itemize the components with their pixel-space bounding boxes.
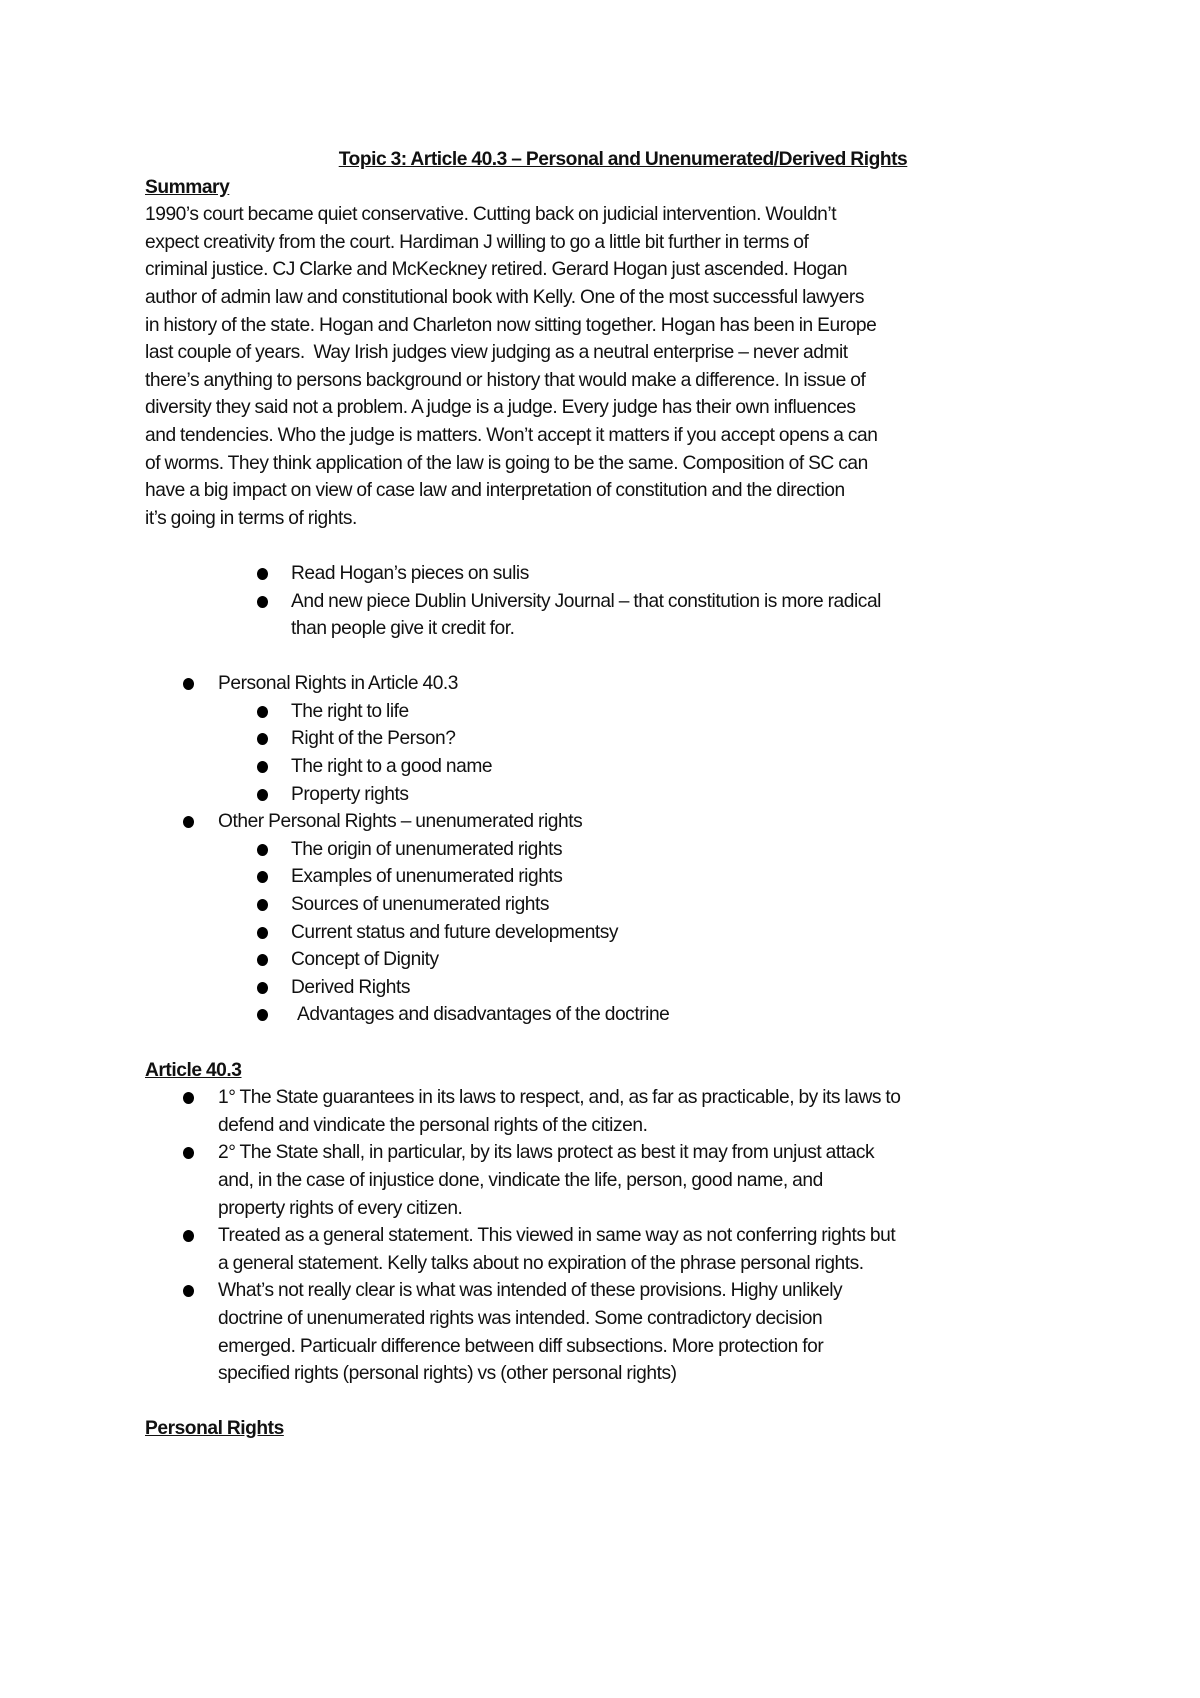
summary-line: it’s going in terms of rights. [145, 507, 357, 529]
bullet-icon [257, 954, 268, 966]
bullet-icon [257, 871, 268, 883]
bullet-icon [183, 1230, 194, 1242]
outline-subitem-label: Concept of Dignity [291, 949, 439, 971]
article-points-list [145, 1084, 1065, 1388]
outline-subitem [145, 863, 1065, 891]
outline-subitem-label: Derived Rights [291, 976, 411, 998]
personal-rights-heading: Personal Rights [145, 1418, 284, 1440]
bullet-icon [257, 761, 268, 773]
summary-line: last couple of years. Way Irish judges view judging as a neutral enterprise – never admit [145, 342, 848, 364]
outline-subitem-label: Examples of unenumerated rights [291, 866, 563, 888]
outline-subitem [145, 1001, 1065, 1029]
outline-subitem-label: Advantages and disadvantages of the doctrine [297, 1004, 670, 1026]
reading-notes-list [145, 560, 1065, 643]
bullet-icon [183, 678, 194, 690]
summary-line: in history of the state. Hogan and Charleton now sitting together. Hogan has been in Europe [145, 314, 877, 336]
list-item-text: And new piece Dublin University Journal – that constitution is more radical [291, 590, 881, 612]
article-point [145, 1277, 1065, 1387]
summary-line: and tendencies. Who the judge is matters. Won’t accept it matters if you accept opens a can [145, 424, 878, 446]
bullet-icon [257, 844, 268, 856]
outline-subitem-label: The right to a good name [291, 756, 493, 778]
summary-line: diversity they said not a problem. A judge is a judge. Every judge has their own influences [145, 397, 856, 419]
outline-subitem [145, 753, 1065, 781]
summary-line: author of admin law and constitutional book with Kelly. One of the most successful lawyers [145, 286, 864, 308]
outline-subitem-label: The origin of unenumerated rights [291, 838, 563, 860]
outline-item [145, 670, 1065, 698]
article-point-line: What’s not really clear is what was intended of these provisions. Highy unlikely [218, 1280, 843, 1302]
list-item [145, 560, 1065, 588]
article-point [145, 1139, 1065, 1222]
summary-line: there’s anything to persons background or history that would make a difference. In issue of [145, 369, 866, 391]
bullet-icon [257, 1009, 268, 1021]
outline-subitem-label: The right to life [291, 700, 409, 722]
bullet-icon [183, 1285, 194, 1297]
outline-subitem [145, 698, 1065, 726]
document-title: Topic 3: Article 40.3 – Personal and Unenumerated/Derived Rights [338, 149, 908, 170]
article-point-line: Treated as a general statement. This viewed in same way as not conferring rights but [218, 1225, 896, 1247]
bullet-icon [257, 927, 268, 939]
list-item [145, 588, 1065, 643]
bullet-icon [183, 1147, 194, 1159]
summary-line: expect creativity from the court. Hardiman J willing to go a little bit further in terms of [145, 231, 809, 253]
blank-line [145, 1388, 1065, 1416]
summary-line: criminal justice. CJ Clarke and McKeckney retired. Gerard Hogan just ascended. Hogan [145, 259, 848, 281]
outline-sublist [145, 836, 1065, 1029]
article-point-line: a general statement. Kelly talks about no expiration of the phrase personal rights. [218, 1252, 864, 1274]
bullet-icon [257, 706, 268, 718]
outline-subitem-label: Sources of unenumerated rights [291, 894, 550, 916]
bullet-icon [257, 982, 268, 994]
outline-subitem [145, 781, 1065, 809]
outline-list [145, 808, 1065, 836]
article-point-line: emerged. Particualr difference between diff subsections. More protection for [218, 1335, 824, 1357]
summary-heading: Summary [145, 176, 230, 198]
bullet-icon [257, 568, 268, 580]
outline-subitem [145, 891, 1065, 919]
bullet-icon [257, 733, 268, 745]
outline-subitem [145, 946, 1065, 974]
article-point [145, 1084, 1065, 1139]
list-item-text: Read Hogan’s pieces on sulis [291, 562, 529, 584]
article-point-line: property rights of every citizen. [218, 1197, 463, 1219]
blank-line [145, 532, 1065, 560]
bullet-icon [183, 816, 194, 828]
blank-line [145, 1029, 1065, 1057]
outline-item-label: Personal Rights in Article 40.3 [218, 673, 459, 695]
summary-paragraph [145, 201, 1065, 532]
blank-line [145, 643, 1065, 671]
article-heading: Article 40.3 [145, 1059, 242, 1081]
outline-subitem-label: Current status and future developmentsy [291, 921, 619, 943]
list-item-text: than people give it credit for. [291, 618, 515, 640]
summary-line: of worms. They think application of the law is going to be the same. Composition of SC can [145, 452, 868, 474]
outline-list [145, 670, 1065, 698]
bullet-icon [257, 596, 268, 608]
outline-item-label: Other Personal Rights – unenumerated rights [218, 811, 583, 833]
article-point-line: specified rights (personal rights) vs (other personal rights) [218, 1363, 677, 1385]
outline-subitem-label: Property rights [291, 783, 409, 805]
article-point-line: and, in the case of injustice done, vindicate the life, person, good name, and [218, 1169, 823, 1191]
article-point [145, 1222, 1065, 1277]
article-point-line: 1° The State guarantees in its laws to respect, and, as far as practicable, by its laws to [218, 1087, 901, 1109]
outline-subitem [145, 919, 1065, 947]
bullet-icon [257, 899, 268, 911]
bullet-icon [183, 1092, 194, 1104]
article-point-line: doctrine of unenumerated rights was intended. Some contradictory decision [218, 1307, 823, 1329]
outline-subitem [145, 974, 1065, 1002]
outline-subitem [145, 836, 1065, 864]
outline-item [145, 808, 1065, 836]
document-body [145, 146, 1065, 1443]
article-point-line: 2° The State shall, in particular, by its laws protect as best it may from unjust attack [218, 1142, 875, 1164]
summary-line: have a big impact on view of case law and interpretation of constitution and the direction [145, 480, 845, 502]
bullet-icon [257, 789, 268, 801]
outline-subitem-label: Right of the Person? [291, 728, 456, 750]
outline-sublist [145, 698, 1065, 808]
summary-line: 1990’s court became quiet conservative. Cutting back on judicial intervention. Wouldn’t [145, 204, 837, 226]
outline-subitem [145, 725, 1065, 753]
article-point-line: defend and vindicate the personal rights of the citizen. [218, 1114, 648, 1136]
